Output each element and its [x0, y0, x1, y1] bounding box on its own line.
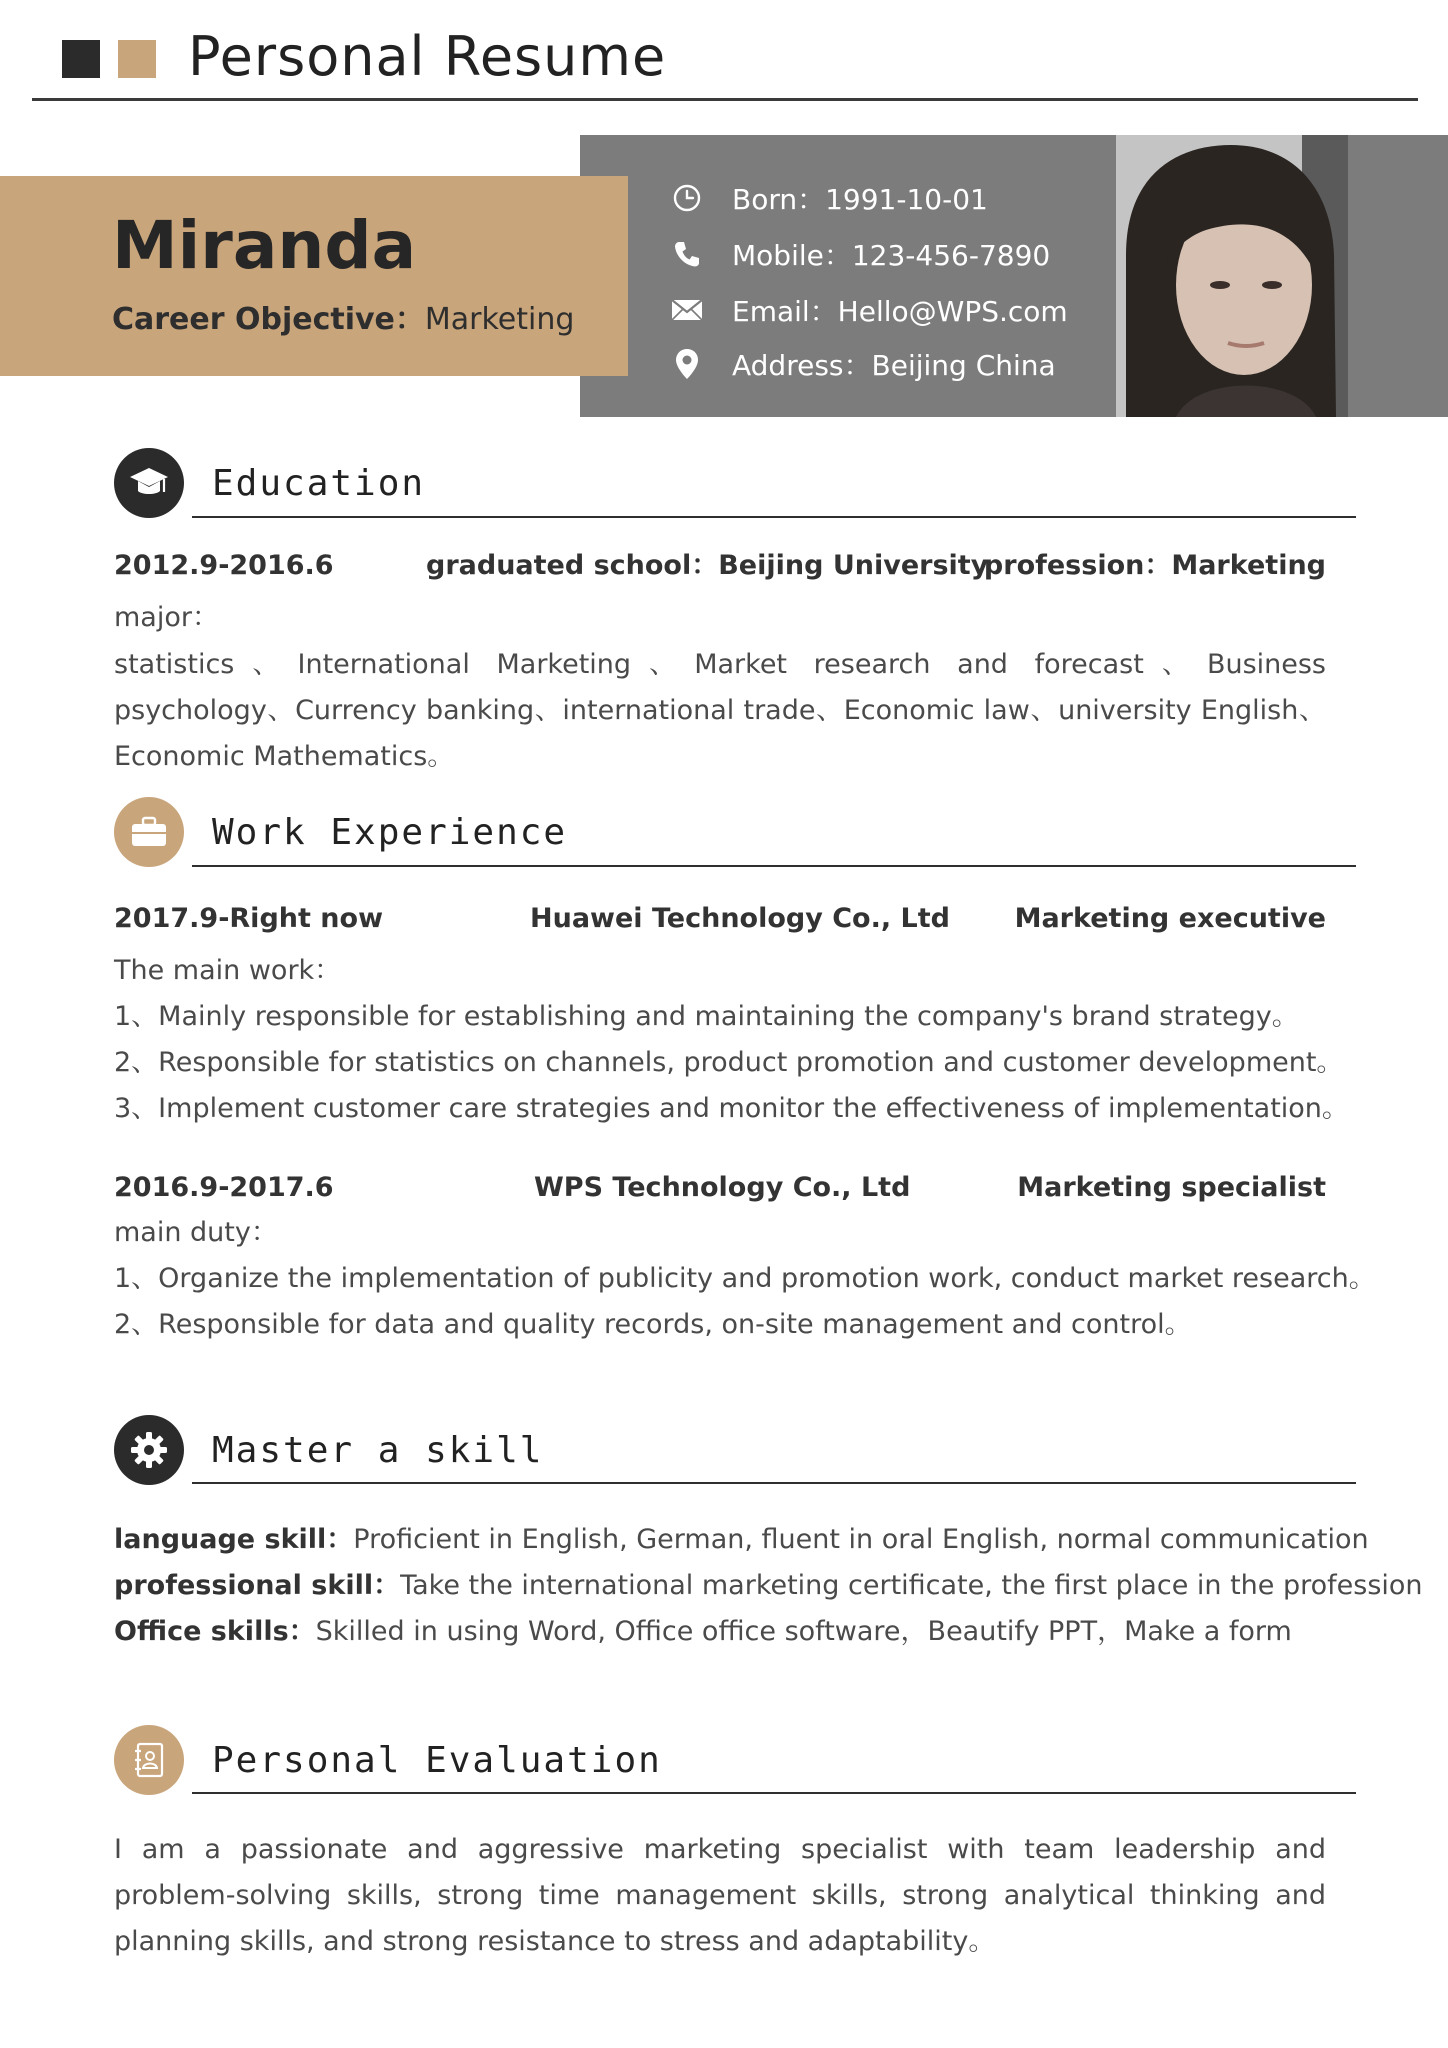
contact-born-text: Born：1991-10-01: [732, 183, 988, 216]
location-pin-icon: [670, 347, 704, 381]
skill-office-label: Office skills：: [114, 1616, 316, 1647]
work-divider: [192, 865, 1356, 867]
candidate-name: Miranda: [112, 207, 417, 284]
mail-icon: [670, 293, 704, 327]
briefcase-icon: [114, 797, 184, 867]
job-1-label: The main work：: [114, 955, 342, 986]
job-1-company: Huawei Technology Co., Ltd: [530, 903, 950, 934]
profile-photo: [1116, 135, 1348, 417]
education-school: graduated school：Beijing University: [426, 550, 989, 581]
contact-address: [670, 342, 1056, 386]
job-1-item-2: 2、Responsible for statistics on channels, product promotion and customer development。: [114, 1047, 1344, 1078]
work-title: Work Experience: [212, 812, 568, 853]
contact-email-text: Email：Hello@WPS.com: [732, 295, 1068, 328]
skill-office-text: Skilled in using Word, Office office software，Beautify PPT，Make a form: [315, 1616, 1292, 1647]
job-1-item-3: 3、Implement customer care strategies and monitor the effectiveness of implementation。: [114, 1093, 1349, 1124]
contact-address-text: Address：Beijing China: [732, 349, 1056, 382]
job-1-period: 2017.9-Right now: [114, 903, 384, 934]
contact-mobile: [670, 232, 1050, 276]
skill-professional-label: professional skill：: [114, 1570, 401, 1601]
contact-email: [670, 288, 1068, 332]
objective-value: Marketing: [424, 302, 575, 337]
major-label: major：: [114, 602, 219, 633]
job-2-role: Marketing specialist: [1017, 1172, 1326, 1203]
gear-icon: [114, 1415, 184, 1485]
job-2-item-1: 1、Organize the implementation of publicity and promotion work, conduct market research。: [114, 1263, 1376, 1294]
job-1-role: Marketing executive: [1014, 903, 1326, 934]
skill-row-professional: [114, 1563, 1423, 1609]
graduation-cap-icon: [114, 448, 184, 518]
contact-mobile-text: Mobile：123-456-7890: [732, 239, 1051, 272]
major-description: statistics、International Marketing、Market research and forecast、Business psychology、Currency banking、international trade、Economic law、university English、Economic Mathematics。: [114, 649, 1326, 772]
skill-language-label: language skill：: [114, 1524, 354, 1555]
job-1-item-1: 1、Mainly responsible for establishing and maintaining the company's brand strategy。: [114, 1001, 1299, 1032]
skill-professional-text: Take the international marketing certificate, the first place in the profession: [400, 1570, 1423, 1601]
job-2-item-2: 2、Responsible for data and quality records, on-site management and control。: [114, 1309, 1192, 1340]
skills-divider: [192, 1482, 1356, 1484]
contact-book-icon: [114, 1725, 184, 1795]
job-2-label: main duty：: [114, 1217, 278, 1248]
education-title: Education: [212, 463, 426, 504]
contact-born: [670, 176, 988, 220]
career-objective: [112, 298, 574, 342]
evaluation-divider: [192, 1792, 1356, 1794]
phone-icon: [670, 237, 704, 271]
document-title: Personal Resume: [188, 25, 667, 88]
education-profession: profession：Marketing: [983, 550, 1326, 581]
title-divider: [32, 98, 1418, 101]
job-2-company: WPS Technology Co., Ltd: [534, 1172, 911, 1203]
skills-title: Master a skill: [212, 1430, 544, 1471]
clock-icon: [670, 181, 704, 215]
objective-label: Career Objective：: [112, 302, 425, 337]
header-square-tan: [118, 40, 156, 78]
education-period: 2012.9-2016.6: [114, 550, 334, 581]
evaluation-text: I am a passionate and aggressive marketing specialist with team leadership and problem-solving skills, strong time management skills, strong analytical thinking and planning skills, and strong resistance to stress and adaptability。: [114, 1834, 1326, 1957]
job-2-period: 2016.9-2017.6: [114, 1172, 334, 1203]
education-divider: [192, 516, 1356, 518]
skill-language-text: Proficient in English, German, fluent in oral English, normal communication: [353, 1524, 1369, 1555]
skill-row-language: [114, 1517, 1369, 1563]
evaluation-title: Personal Evaluation: [212, 1740, 662, 1781]
header-square-dark: [62, 40, 100, 78]
skill-row-office: [114, 1609, 1292, 1655]
